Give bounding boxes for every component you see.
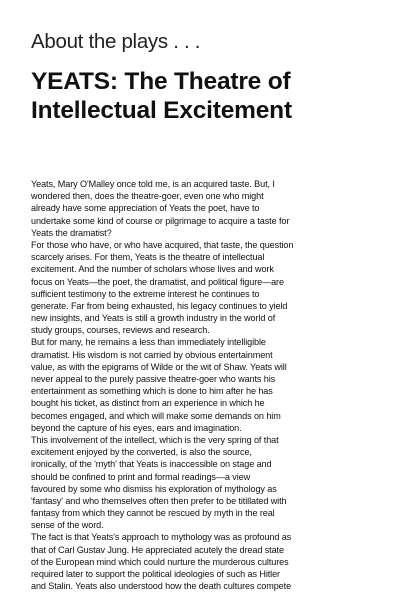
body-line: Yeats, Mary O'Malley once told me, is an acquired taste. But, I: [31, 179, 275, 189]
body-line: that of Carl Gustav Jung. He appreciated acutely the dread state: [31, 544, 284, 555]
body-line: favoured by some who dismiss his exploration of mythology as: [31, 483, 277, 494]
section-kicker: About the plays . . .: [31, 30, 201, 53]
body-line: beyond the capture of his eyes, ears and imagination.: [31, 422, 242, 433]
body-line: ironically, of the 'myth' that Yeats is inaccessible on stage and: [31, 459, 272, 470]
body-line: sufficient testimony to the extreme interest he continues to: [31, 288, 260, 299]
body-line: Yeats the dramatist?: [31, 227, 112, 238]
body-line: This involvement of the intellect, which is the very spring of that: [31, 434, 279, 445]
body-line: fantasy from which they cannot be rescued by myth in the real: [31, 508, 275, 519]
body-line: of the European mind which could nurture the murderous cultures: [31, 556, 289, 567]
body-line: sense of the word.: [31, 520, 104, 531]
body-line: For those who have, or who have acquired, that taste, the question: [31, 239, 294, 250]
body-line: value, as with the epigrams of Wilde or the wit of Shaw. Yeats will: [31, 361, 287, 372]
article-title: [31, 67, 292, 125]
body-line: wondered then, does the theatre-goer, even one who might: [31, 191, 264, 202]
body-line: never appeal to the purely passive theatre-goer who wants his: [31, 374, 276, 384]
body-line: becomes engaged, and which will make some demands on him: [31, 410, 281, 421]
body-line: bought his ticket, as distinct from an experience in which he: [31, 398, 265, 409]
body-line: scarcely arises. For them, Yeats is the theatre of intellectual: [31, 252, 265, 263]
body-line: already have some appreciation of Yeats the poet, have to: [31, 203, 260, 214]
body-line: dramatist. His wisdom is not carried by obvious entertainment: [31, 349, 273, 360]
body-line: excitement. And the number of scholars whose lives and work: [31, 264, 274, 275]
body-line: and Stalin. Yeats also understood how the death cultures compete: [31, 581, 292, 592]
body-line: should be confined to print and formal readings—a view: [31, 471, 251, 482]
body-line: The fact is that Yeats's approach to mythology was as profound as: [31, 532, 292, 543]
body-line: excitement enjoyed by the converted, is also the source,: [31, 447, 252, 458]
body-line: required later to support the political ideologies of such as Hitler: [31, 569, 280, 579]
body-line: new insights, and Yeats is still a growth industry in the world of: [31, 313, 276, 324]
body-line: 'fantasy' and who themselves often then prefer to be titillated with: [31, 495, 287, 506]
body-line: focus on Yeats—the poet, the dramatist, and political figure—are: [31, 276, 284, 287]
title-line-1: YEATS: The Theatre of: [31, 68, 291, 95]
article-body: [31, 178, 379, 592]
body-line: entertainment as something which is done to him after he has: [31, 386, 273, 397]
body-line: generate. Far from being exhausted, his legacy continues to yield: [31, 300, 288, 311]
body-line: study groups, courses, reviews and research.: [31, 325, 210, 336]
body-line: undertake some kind of course or pilgrimage to acquire a taste for: [31, 215, 290, 226]
body-line: But for many, he remains a less than immediately intelligible: [31, 337, 266, 348]
title-line-2: Intellectual Excitement: [31, 97, 292, 124]
